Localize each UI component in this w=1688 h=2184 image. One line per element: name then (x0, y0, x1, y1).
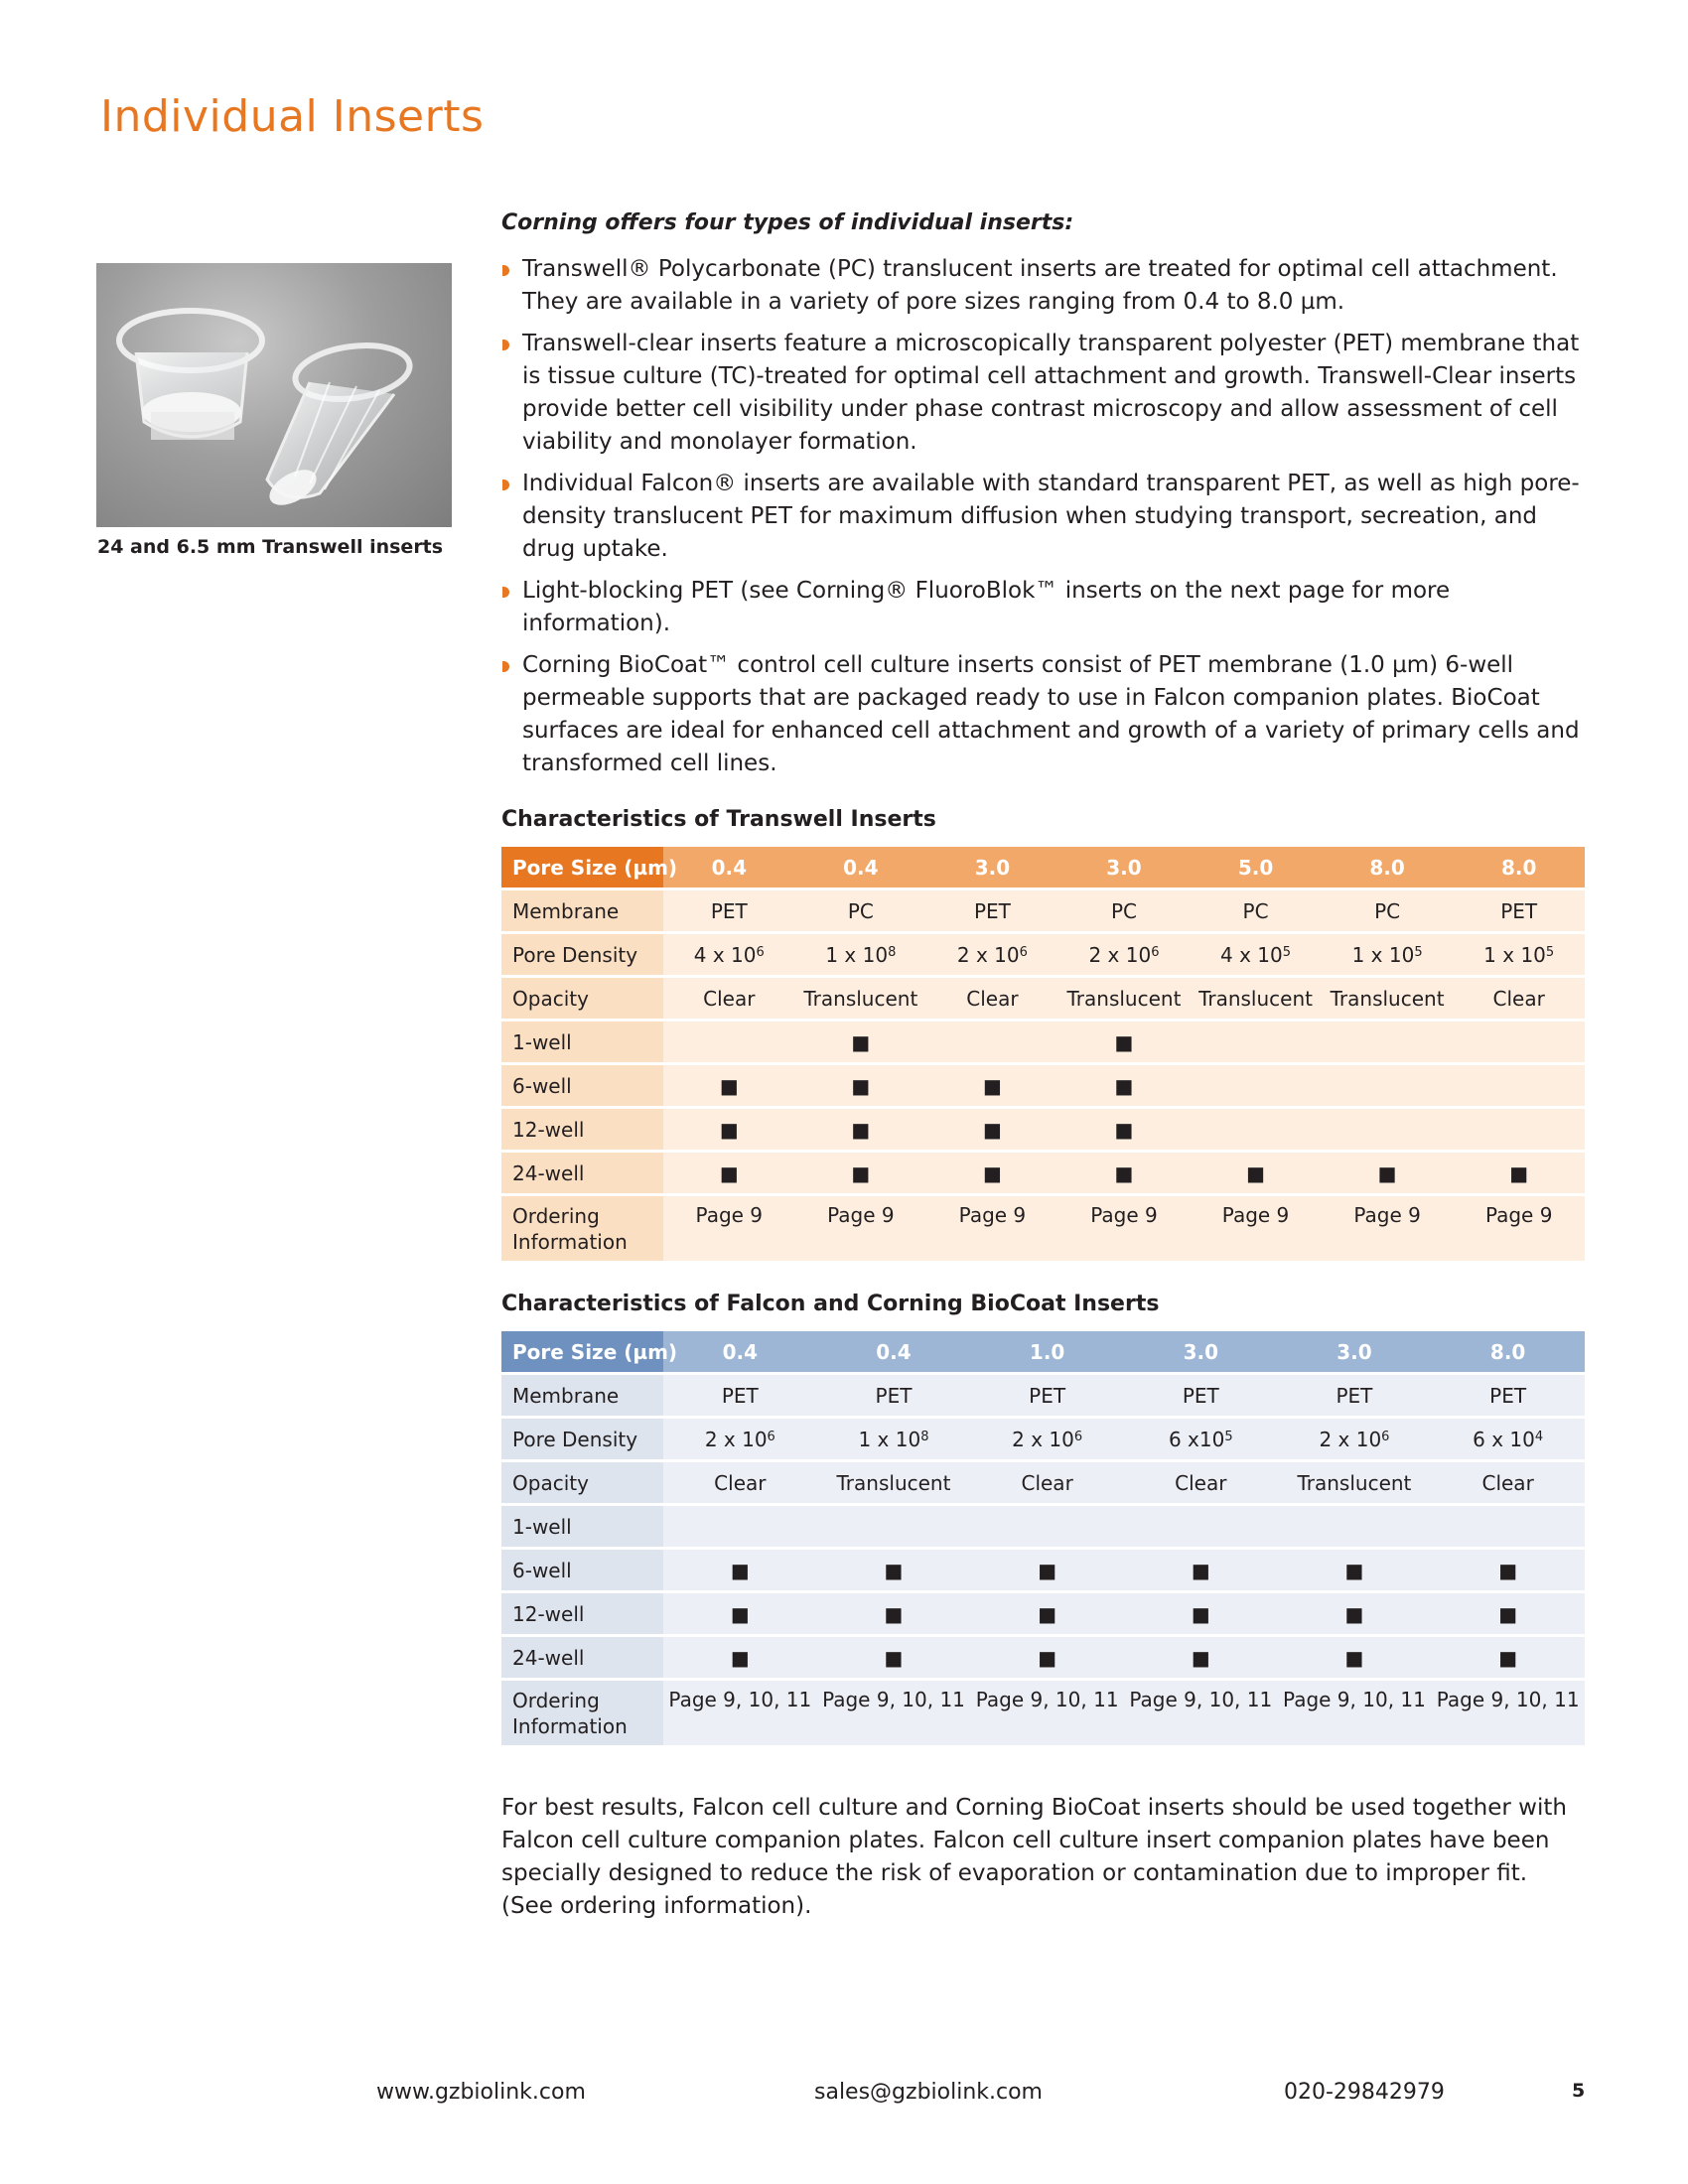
table-cell: Page 9 (926, 1196, 1058, 1261)
table-cell (1058, 1022, 1191, 1062)
table-cell: 8.0 (1431, 1331, 1585, 1372)
table-cell (1190, 1022, 1322, 1062)
table-cell: Clear (1431, 1462, 1585, 1503)
table-cell: Clear (970, 1462, 1124, 1503)
table-cell: PET (970, 1375, 1124, 1416)
table-cell: PC (1190, 890, 1322, 931)
table-cell (1453, 1022, 1585, 1062)
availability-mark-icon: ■ (1191, 1645, 1210, 1670)
table-cell (1322, 1109, 1454, 1150)
table-cell: Page 9 (1190, 1196, 1322, 1261)
table-cell (1322, 1153, 1454, 1193)
row-header: 6-well (501, 1065, 663, 1106)
table-cell: 0.4 (663, 1331, 817, 1372)
availability-mark-icon: ■ (851, 1073, 871, 1098)
table-cell: Translucent (1058, 978, 1191, 1019)
table-cell (970, 1550, 1124, 1590)
transwell-table-title: Characteristics of Transwell Inserts (501, 807, 936, 832)
table-cell: Page 9, 10, 11 (1278, 1681, 1432, 1745)
table-cell: PET (817, 1375, 971, 1416)
table-cell (1431, 1637, 1585, 1678)
table-row-ordering (501, 1681, 1585, 1745)
table-cell (1124, 1506, 1278, 1547)
footer-phone: 020-29842979 (1284, 2080, 1445, 2105)
table-cell: 1 x $10^5$ (1322, 934, 1454, 975)
table-cell (795, 1109, 927, 1150)
table-cell (1431, 1593, 1585, 1634)
table-row-well-24 (501, 1153, 1585, 1193)
footer-website: www.gzbiolink.com (376, 2080, 586, 2105)
table-row-well-12 (501, 1109, 1585, 1150)
availability-mark-icon: ■ (1509, 1160, 1529, 1185)
table-cell: 6 $x10^5$ (1124, 1419, 1278, 1459)
table-cell: PC (1058, 890, 1191, 931)
table-cell (926, 1065, 1058, 1106)
table-cell (795, 1022, 927, 1062)
table-cell: Page 9, 10, 11 (663, 1681, 817, 1745)
availability-mark-icon: ■ (719, 1160, 739, 1185)
row-header: 1-well (501, 1022, 663, 1062)
table-cell (795, 1065, 927, 1106)
table-cell (1278, 1550, 1432, 1590)
table-cell: PC (1322, 890, 1454, 931)
table-cell (926, 1109, 1058, 1150)
table-cell: 2 x $10^6$ (970, 1419, 1124, 1459)
table-cell: Clear (663, 978, 795, 1019)
table-cell: Translucent (817, 1462, 971, 1503)
availability-mark-icon: ■ (719, 1117, 739, 1142)
table-cell: 0.4 (663, 847, 795, 887)
availability-mark-icon: ■ (1246, 1160, 1265, 1185)
table-cell: 8.0 (1453, 847, 1585, 887)
table-row-pore-density (501, 934, 1585, 975)
table-cell: Clear (926, 978, 1058, 1019)
row-header: Pore Size (µm) (501, 847, 663, 887)
table-cell: PET (1431, 1375, 1585, 1416)
falcon-table-title: Characteristics of Falcon and Corning BioCoat Inserts (501, 1292, 1160, 1316)
table-cell: 4 x $10^5$ (1190, 934, 1322, 975)
transwell-inserts-illustration (96, 263, 452, 527)
page-title: Individual Inserts (100, 91, 485, 142)
availability-mark-icon: ■ (1498, 1601, 1518, 1626)
table-row-well-6 (501, 1065, 1585, 1106)
page-number: 5 (1572, 2080, 1586, 2102)
table-cell: Page 9 (1322, 1196, 1454, 1261)
bullet-icon (502, 587, 509, 598)
table-cell (1278, 1506, 1432, 1547)
table-row-pore-density (501, 1419, 1585, 1459)
table-cell: Clear (1124, 1462, 1278, 1503)
table-cell (970, 1506, 1124, 1547)
table-cell: 8.0 (1322, 847, 1454, 887)
availability-mark-icon: ■ (851, 1029, 871, 1054)
availability-mark-icon: ■ (1498, 1645, 1518, 1670)
availability-mark-icon: ■ (1377, 1160, 1397, 1185)
availability-mark-icon: ■ (730, 1601, 750, 1626)
table-cell: 4 x $10^6$ (663, 934, 795, 975)
table-cell (1124, 1550, 1278, 1590)
availability-mark-icon: ■ (884, 1645, 904, 1670)
row-header: Pore Density (501, 934, 663, 975)
table-cell (663, 1593, 817, 1634)
table-cell: 2 x $10^6$ (663, 1419, 817, 1459)
table-cell: PET (1124, 1375, 1278, 1416)
table-cell: Translucent (1322, 978, 1454, 1019)
table-cell (1278, 1637, 1432, 1678)
table-cell: 6 x $10^4$ (1431, 1419, 1585, 1459)
availability-mark-icon: ■ (730, 1645, 750, 1670)
table-cell: 1 x $10^8$ (795, 934, 927, 975)
table-cell (1058, 1065, 1191, 1106)
table-row-well-1 (501, 1022, 1585, 1062)
availability-mark-icon: ■ (884, 1558, 904, 1582)
table-cell (795, 1153, 927, 1193)
footer-email: sales@gzbiolink.com (814, 2080, 1043, 2105)
availability-mark-icon: ■ (1038, 1601, 1057, 1626)
table-cell: 1 x $10^8$ (817, 1419, 971, 1459)
availability-mark-icon: ■ (730, 1558, 750, 1582)
table-cell: Page 9, 10, 11 (817, 1681, 971, 1745)
table-cell: Clear (663, 1462, 817, 1503)
row-header: Membrane (501, 890, 663, 931)
table-cell: PC (795, 890, 927, 931)
row-header: 1-well (501, 1506, 663, 1547)
table-cell (663, 1153, 795, 1193)
table-cell: Translucent (1278, 1462, 1432, 1503)
table-cell (1453, 1065, 1585, 1106)
table-cell: Page 9 (795, 1196, 927, 1261)
row-header: Membrane (501, 1375, 663, 1416)
availability-mark-icon: ■ (719, 1073, 739, 1098)
table-cell: Page 9, 10, 11 (970, 1681, 1124, 1745)
bullet-icon (502, 265, 509, 276)
table-cell: 0.4 (817, 1331, 971, 1372)
table-cell: 3.0 (926, 847, 1058, 887)
availability-mark-icon: ■ (1344, 1601, 1364, 1626)
bullet-icon (502, 479, 509, 490)
table-cell (1322, 1022, 1454, 1062)
table-cell: 3.0 (1124, 1331, 1278, 1372)
availability-mark-icon: ■ (851, 1117, 871, 1142)
table-row-well-24 (501, 1637, 1585, 1678)
table-cell: Page 9 (1453, 1196, 1585, 1261)
availability-mark-icon: ■ (1038, 1645, 1057, 1670)
table-cell: 0.4 (795, 847, 927, 887)
table-cell (1190, 1109, 1322, 1150)
row-header: 24-well (501, 1637, 663, 1678)
photo-caption: 24 and 6.5 mm Transwell inserts (97, 536, 444, 558)
availability-mark-icon: ■ (1191, 1558, 1210, 1582)
table-cell (1124, 1593, 1278, 1634)
table-cell (1058, 1109, 1191, 1150)
availability-mark-icon: ■ (1498, 1558, 1518, 1582)
availability-mark-icon: ■ (982, 1073, 1002, 1098)
table-cell (663, 1637, 817, 1678)
availability-mark-icon: ■ (851, 1160, 871, 1185)
row-header: Pore Size (µm) (501, 1331, 663, 1372)
availability-mark-icon: ■ (1114, 1029, 1134, 1054)
table-cell: 3.0 (1058, 847, 1191, 887)
table-cell (817, 1550, 971, 1590)
table-row-opacity (501, 1462, 1585, 1503)
table-cell (663, 1022, 795, 1062)
table-cell (1453, 1109, 1585, 1150)
table-cell: Page 9 (1058, 1196, 1191, 1261)
table-cell: Page 9, 10, 11 (1431, 1681, 1585, 1745)
row-header: 12-well (501, 1109, 663, 1150)
availability-mark-icon: ■ (884, 1601, 904, 1626)
row-header: 12-well (501, 1593, 663, 1634)
table-cell: PET (1453, 890, 1585, 931)
availability-mark-icon: ■ (1114, 1160, 1134, 1185)
falcon-biocoat-characteristics-table (501, 1328, 1585, 1748)
table-cell: 2 x $10^6$ (1058, 934, 1191, 975)
table-cell (1431, 1506, 1585, 1547)
row-header: Ordering Information (501, 1196, 663, 1261)
table-cell: Clear (1453, 978, 1585, 1019)
table-row-pore-size (501, 1331, 1585, 1372)
bullet-icon (502, 661, 509, 672)
transwell-characteristics-table (501, 844, 1585, 1264)
list-item: Transwell-clear inserts feature a microscopically transparent polyester (PET) membrane that is tissue culture (TC)-treated for optimal cell attachment and growth. Transwell-Clear inserts provide better cell visibility under phase contrast microscopy and allow assessment of cell viability and monolayer formation. (501, 328, 1584, 459)
table-cell: PET (1278, 1375, 1432, 1416)
availability-mark-icon: ■ (1114, 1073, 1134, 1098)
table-cell: 1.0 (970, 1331, 1124, 1372)
list-item: Transwell® Polycarbonate (PC) translucent inserts are treated for optimal cell attachment. They are available in a variety of pore sizes ranging from 0.4 to 8.0 µm. (501, 253, 1584, 319)
main-content (501, 210, 1584, 1923)
availability-mark-icon: ■ (1344, 1645, 1364, 1670)
table-row-membrane (501, 1375, 1585, 1416)
table-cell (970, 1593, 1124, 1634)
table-cell (926, 1022, 1058, 1062)
table-cell: 5.0 (1190, 847, 1322, 887)
table-cell: 2 x $10^6$ (1278, 1419, 1432, 1459)
table-cell: 2 x $10^6$ (926, 934, 1058, 975)
list-item: Corning BioCoat™ control cell culture inserts consist of PET membrane (1.0 µm) 6-well permeable supports that are packaged ready to use in Falcon companion plates. BioCoat surfaces are ideal for enhanced cell attachment and growth of a variety of primary cells and transformed cell lines. (501, 649, 1584, 780)
table-cell: Page 9, 10, 11 (1124, 1681, 1278, 1745)
table-cell (817, 1506, 971, 1547)
table-cell: PET (926, 890, 1058, 931)
table-cell (817, 1593, 971, 1634)
availability-mark-icon: ■ (982, 1160, 1002, 1185)
availability-mark-icon: ■ (982, 1117, 1002, 1142)
row-header: Pore Density (501, 1419, 663, 1459)
list-item: Light-blocking PET (see Corning® FluoroBlok™ inserts on the next page for more information). (501, 575, 1584, 640)
row-header: Ordering Information (501, 1681, 663, 1745)
table-cell (1431, 1550, 1585, 1590)
table-row-ordering (501, 1196, 1585, 1261)
product-photo (96, 263, 452, 527)
availability-mark-icon: ■ (1191, 1601, 1210, 1626)
table-cell (663, 1065, 795, 1106)
table-cell: Translucent (1190, 978, 1322, 1019)
table-cell: PET (663, 890, 795, 931)
table-cell (1124, 1637, 1278, 1678)
table-cell (1322, 1065, 1454, 1106)
table-cell: 3.0 (1278, 1331, 1432, 1372)
table-row-well-12 (501, 1593, 1585, 1634)
table-cell (926, 1153, 1058, 1193)
table-cell (1190, 1065, 1322, 1106)
table-cell: PET (663, 1375, 817, 1416)
row-header: 24-well (501, 1153, 663, 1193)
table-cell: Translucent (795, 978, 927, 1019)
table-cell (1278, 1593, 1432, 1634)
table-cell: 1 x $10^5$ (1453, 934, 1585, 975)
table-cell (663, 1506, 817, 1547)
table-cell (817, 1637, 971, 1678)
row-header: 6-well (501, 1550, 663, 1590)
intro-heading: Corning offers four types of individual inserts: (501, 210, 1074, 235)
table-cell (663, 1109, 795, 1150)
table-row-well-6 (501, 1550, 1585, 1590)
availability-mark-icon: ■ (1344, 1558, 1364, 1582)
availability-mark-icon: ■ (1114, 1117, 1134, 1142)
table-cell (663, 1550, 817, 1590)
table-cell (1190, 1153, 1322, 1193)
bullet-icon (502, 340, 509, 350)
table-row-pore-size (501, 847, 1585, 887)
row-header: Opacity (501, 1462, 663, 1503)
insert-types-list (501, 253, 1584, 780)
table-row-opacity (501, 978, 1585, 1019)
table-cell: Page 9 (663, 1196, 795, 1261)
table-cell (1058, 1153, 1191, 1193)
availability-mark-icon: ■ (1038, 1558, 1057, 1582)
closing-paragraph: For best results, Falcon cell culture and Corning BioCoat inserts should be used together with Falcon cell culture companion plates. Falcon cell culture insert companion plates have been specially designed to reduce the risk of evaporation or contamination due to improper fit. (See ordering information). (501, 1795, 1567, 1919)
list-item: Individual Falcon® inserts are available with standard transparent PET, as well as high pore-density translucent PET for maximum diffusion when studying transport, secreation, and drug uptake. (501, 468, 1584, 566)
table-row-membrane (501, 890, 1585, 931)
row-header: Opacity (501, 978, 663, 1019)
table-row-well-1 (501, 1506, 1585, 1547)
table-cell (970, 1637, 1124, 1678)
table-cell (1453, 1153, 1585, 1193)
